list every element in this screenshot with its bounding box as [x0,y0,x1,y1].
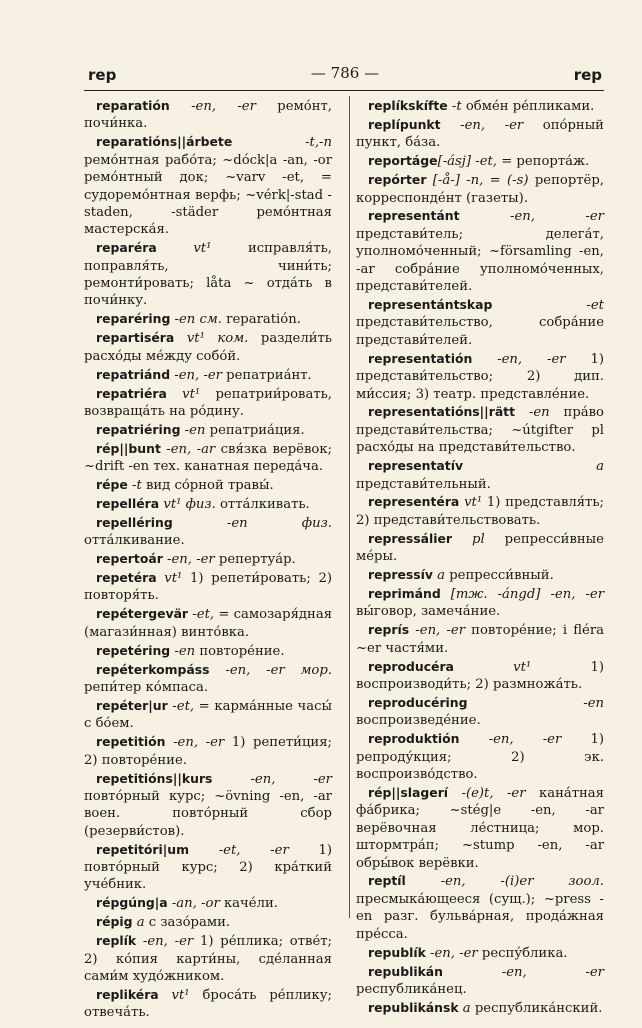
entry-translation: отта́лкивать. [215,496,310,512]
entry-translation: 1) представи́тельство; 2) дип. ми́ссия; 3) театр. представле́ние. [356,351,604,402]
entry-translation: пра́во представи́тельства; ~útgifter pl расхо́ды на представи́тельство. [356,405,605,456]
entry-translation: репресси́вные ме́ры. [356,531,604,565]
entry-grammar: -en, -er [409,623,465,639]
dictionary-entry [84,770,332,841]
entry-headword: repórter [368,172,427,188]
entry-translation: ремо́нтная рабо́та; ~dóck|a -an, -or ремо́нтный док; ~varv -et, = судоремо́нтная верфь; ~vérk|-stad -staden, -städer ремо́нтная мастерска́я. [84,152,332,238]
dictionary-entry [84,661,332,697]
entry-headword: repéterkompáss [96,661,210,677]
entry-translation: с зазо́рами. [144,915,231,931]
entry-grammar: -en, -er [136,934,194,950]
dictionary-entry [356,296,604,349]
entry-grammar: -en, -er [459,732,562,748]
entry-grammar: [-ásj] -et, [437,154,497,170]
entry-headword: representánt [368,208,460,224]
dictionary-entry [84,569,332,605]
entry-translation: 1) ре́плика; отве́т; 2) ко́пия карти́ны, сде́ланная сами́м худо́жником. [84,934,332,984]
dictionary-entry [356,350,604,403]
dictionary-entry [84,550,332,568]
entry-translation: 1) повто́рный курс; 2) кра́ткий уче́бник. [84,842,332,893]
entry-translation: отта́лкивание. [84,533,185,549]
entry-translation: репатрии́ровать, возвраща́ть на ро́дину. [84,386,332,419]
dictionary-entry [84,733,332,769]
entry-grammar: -en, -ar [160,441,216,457]
entry-headword: répgúng|a [96,895,168,911]
entry-grammar: vt¹ [166,386,201,402]
entry-headword: repetéra [96,570,157,586]
entry-headword: replikéra [96,986,159,1002]
entry-grammar: a [458,1000,471,1016]
dictionary-entry [84,97,332,133]
entry-headword: répig [96,914,133,930]
entry-headword: reparatión [96,98,170,113]
dictionary-entry [84,310,332,328]
dictionary-entry [356,999,604,1017]
dictionary-entry [84,421,332,439]
entry-grammar: -an, -or [167,896,220,912]
entry-headword: reproducéring [368,694,468,710]
entry-headword: representántskap [368,296,493,312]
page-header [88,64,602,88]
entry-translation: повто́рный курс; ~övning -en, -ar воен. повто́рный сбор (резерви́стов). [84,788,332,839]
entry-grammar: -en, -er [459,209,604,225]
entry-headword: repetéring [96,642,171,658]
dictionary-entry [84,894,332,912]
entry-translation: исправля́ть, поправля́ть, чини́ть; ремонти́ровать; låta ~ отда́ть в почи́нку. [84,241,332,309]
entry-headword: repéter|ur [96,697,168,713]
entry-grammar: -en, -er [169,99,256,114]
dictionary-entry [84,913,332,931]
entry-grammar: -en [170,643,196,659]
entry-grammar: -t [127,478,142,494]
entry-headword: republikánsk [368,999,459,1015]
dictionary-entry [84,239,332,310]
dictionary-entry [84,476,332,494]
dictionary-entry [356,171,604,207]
entry-translation: повторе́ние. [195,643,285,659]
entry-translation: повторе́ние; i fléra ~er частя́ми. [356,623,604,656]
entry-headword: repetitión [96,734,166,750]
entry-headword: répe [96,477,128,493]
entry-grammar: -en, -er мор. [209,662,332,678]
dictionary-entry [356,658,604,694]
entry-headword: replíkskífte [368,98,448,113]
dictionary-entry [356,566,604,584]
entry-translation: репатриа́ция. [205,422,305,438]
entry-grammar: vt¹ [158,987,190,1003]
dictionary-entry [356,530,604,566]
entry-grammar: -(e)t, -er [448,785,526,801]
entry-headword: repelléring [96,514,173,530]
dictionary-entry [356,116,604,152]
dictionary-entry [84,697,332,733]
entry-translation: 1) репроду́кция; 2) эк. воспроизво́дство. [356,732,604,783]
entry-translation: карма́нные часы́ с бо́ем. [84,698,332,732]
entry-grammar: -en, -er [443,964,604,980]
entry-headword: representatións||rätt [368,404,516,420]
entry-grammar: -et [492,297,604,313]
entry-headword: reprís [368,622,410,638]
entry-grammar: -en [515,405,550,421]
entry-translation: репресси́вный. [445,568,554,584]
entry-grammar: -en, -er [170,367,222,383]
entry-headword: repetitóri|um [96,841,190,857]
entry-translation: республика́нец. [356,981,467,997]
entry-headword: replík [96,933,137,949]
entry-headword: reparéra [96,240,157,256]
entry-translation: кана́тная фа́брика; ~stég|e -en, -ar верёвочная ле́стница; мор. штормтра́п; ~stump -en, -ar обры́вок верёвки. [356,785,604,871]
entry-grammar: -en [180,422,206,438]
entry-headword: repetitións||kurs [96,770,213,786]
dictionary-entry [356,872,604,943]
right-column [356,97,604,1018]
entry-grammar: [-å-] -n, = (-s) [426,173,529,189]
entry-headword: reproduktión [368,731,460,747]
entry-translation: 1) репети́ция; 2) повторе́ние. [84,735,332,768]
entry-grammar: pl [452,531,485,547]
entry-headword: repatriánd [96,366,171,382]
entry-headword: repartiséra [96,330,175,346]
dictionary-entry [356,493,604,529]
entry-translation: представи́тель; делега́т, уполномо́ченный; ~församling -en, -ar собра́ние уполномо́ченных, представи́телей. [356,226,604,295]
entry-grammar: -en, -er [212,771,332,787]
entry-grammar: -et, -er [189,842,289,858]
entry-headword: repressív [368,567,433,583]
dictionary-entry [84,495,332,513]
entry-headword: replípunkt [368,116,441,132]
entry-grammar: -en см. [170,312,222,328]
entry-headword: reproducéra [368,658,454,674]
entry-grammar: a [432,568,446,584]
entry-translation: reparatión. [221,312,301,328]
dictionary-entry [84,841,332,894]
dictionary-entry [356,784,604,872]
entry-grammar: vt¹ [453,659,532,675]
entry-translation: 1) репети́ровать; 2) повторя́ть. [84,571,332,604]
entry-headword: repatriéra [96,385,167,401]
entry-translation: 1) представля́ть; 2) представи́тельствовать. [356,495,604,528]
entry-headword: repertoár [96,551,163,567]
entry-headword: representatión [368,350,473,366]
entry-headword: repatriéring [96,421,181,437]
entry-translation: самозаря́дная (магази́нная) винто́вка. [84,607,333,640]
dictionary-entry [356,152,604,170]
entry-translation: вы́говор, замеча́ние. [356,604,501,620]
entry-translation: раздели́ть расхо́ды ме́жду собо́й. [84,331,332,364]
entry-grammar: [тж. -ángd] -en, -er [440,586,604,602]
left-column [84,97,332,1022]
entry-translation: воспроизведе́ние. [356,713,481,729]
entry-translation: обме́н ре́пликами. [461,99,595,114]
entry-headword: repétergevär [96,606,189,622]
dictionary-entry [356,963,604,999]
entry-grammar: -et, = [188,607,230,623]
dictionary-entry [84,986,332,1022]
entry-headword: repelléra [96,495,160,511]
entry-grammar: -en физ. [172,515,332,531]
column-divider [349,96,350,918]
entry-translation: репортёр, корреспонде́нт (газеты). [356,173,604,206]
entry-headword: reptíl [368,873,406,889]
entry-grammar: -et, = [167,698,210,714]
dictionary-entry [356,97,604,115]
entry-grammar: -en, -er [162,552,215,568]
entry-headword: reprimánd [368,585,441,601]
entry-translation: броса́ть ре́плику; отвеча́ть. [84,987,332,1021]
entry-translation: = репорта́ж. [497,154,590,170]
entry-translation: репатриа́нт. [221,367,312,383]
dictionary-entry [84,932,332,985]
entry-grammar: -en, -er [425,945,478,961]
entry-translation: репертуа́р. [214,552,296,568]
entry-grammar: vt¹ [459,495,483,511]
entry-translation: республика́нский. [470,1000,603,1016]
dictionary-entry [84,514,332,550]
entry-translation: репи́тер ко́мпаса. [84,680,209,695]
header-left-guideword: rep [88,66,117,84]
dictionary-entry [356,207,604,295]
entry-headword: reportáge [368,153,438,169]
dictionary-entry [356,730,604,783]
header-right-guideword: rep [573,66,602,84]
entry-headword: reparéring [96,311,171,327]
entry-grammar: vt¹ [156,571,183,587]
dictionary-entry [84,385,332,421]
entry-grammar: -en, -er [440,117,524,133]
entry-headword: republikán [368,963,443,979]
entry-grammar: a [463,459,604,475]
entry-grammar: a [132,915,145,931]
entry-translation: ремо́нт, почи́нка. [84,99,332,132]
dictionary-entry [84,366,332,384]
dictionary-entry [84,440,332,476]
entry-translation: каче́ли. [219,896,278,912]
dictionary-entry [356,944,604,962]
entry-grammar: vt¹ [156,241,212,257]
header-rule [84,90,604,91]
entry-translation: вид со́рной травы́. [141,478,274,494]
entry-grammar: -t,-n [232,135,332,151]
entry-headword: representéra [368,494,460,510]
entry-headword: rép||bunt [96,440,161,456]
entry-grammar: vt¹ ком. [174,331,249,347]
entry-grammar: vt¹ физ. [159,496,216,512]
entry-headword: representatív [368,458,464,474]
page-number: — 786 — [310,64,380,82]
entry-grammar: -t [447,99,462,114]
entry-translation: пресмыка́ющееся (сущ.); ~press -en разг. бульва́рная, прода́жная пре́сса. [356,891,604,942]
dictionary-entry [356,403,604,456]
dictionary-entry [356,585,604,621]
entry-translation: свя́зка верёвок; ~drift -en тех. канатная переда́ча. [84,441,332,475]
dictionary-entry [84,605,332,641]
entry-grammar: -en [467,695,604,711]
entry-headword: rép||slagerí [368,784,449,800]
entry-headword: reparatións||árbete [96,134,233,150]
dictionary-entry [84,133,332,238]
entry-translation: представи́тельство, собра́ние представи́телей. [356,315,604,348]
entry-grammar: -en, -er [472,351,566,367]
dictionary-entry [356,694,604,730]
entry-headword: republík [368,944,426,960]
dictionary-entry [84,642,332,660]
entry-translation: представи́тельный. [356,476,491,492]
entry-translation: 1) воспроизводи́ть; 2) размножа́ть. [356,659,605,692]
entry-translation: респу́блика. [477,945,568,961]
entry-translation: опо́рный пункт, ба́за. [356,117,604,151]
entry-grammar: -en, -(i)er зоол. [405,874,604,890]
dictionary-entry [356,457,604,493]
entry-headword: repressálier [368,530,453,546]
entry-grammar: -en, -er [165,735,225,751]
dictionary-entry [356,621,604,657]
dictionary-entry [84,329,332,365]
